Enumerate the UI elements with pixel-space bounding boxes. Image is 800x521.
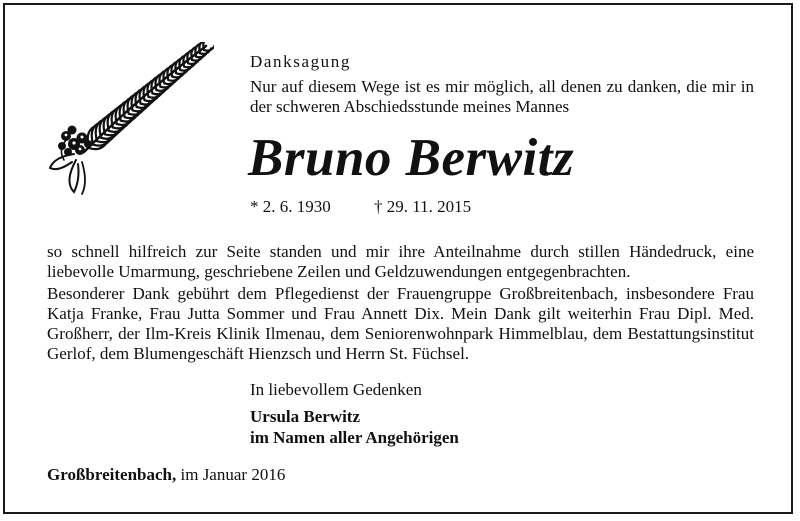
signer-relation: im Namen aller Angehörigen [250, 428, 459, 447]
notice-heading: Danksagung [250, 52, 351, 71]
place: Großbreitenbach, [47, 465, 177, 484]
date: im Januar 2016 [180, 465, 286, 484]
death-date: † 29. 11. 2015 [374, 197, 472, 216]
deceased-name: Bruno Berwitz [248, 129, 575, 187]
place-date [47, 465, 285, 485]
intro-text: Nur auf diesem Wege ist es mir möglich, all denen zu danken, die mir in der schweren Abschiedsstunde meines Mannes [250, 77, 754, 116]
feather-bouquet-icon [44, 42, 214, 202]
signer-block [250, 406, 459, 448]
birth-date: * 2. 6. 1930 [250, 197, 331, 216]
thanks-paragraph-2: Besonderer Dank gebührt dem Pflegedienst der Frauengruppe Großbreitenbach, insbesondere Frau Katja Franke, Frau Jutta Sommer und Frau Annett Dix. Mein Dank gilt weiterhin Frau Dipl. Med. Großherr, der Ilm-Kreis Klinik Ilmenau, dem Seniorenwohnpark Himmelblau, dem Bestattungsinstitut Gerlof, dem Blumengeschäft Hienzsch und Herrn St. Füchsel. [47, 284, 754, 363]
thanks-paragraph-1: so schnell hilfreich zur Seite standen und mir ihre Anteilnahme durch stillen Händedruck, eine liebevolle Umarmung, geschriebene Zeilen und Geldzuwendungen entgegenbrachten. [47, 242, 754, 281]
memory-line: In liebevollem Gedenken [250, 380, 422, 399]
signer-name: Ursula Berwitz [250, 407, 361, 426]
